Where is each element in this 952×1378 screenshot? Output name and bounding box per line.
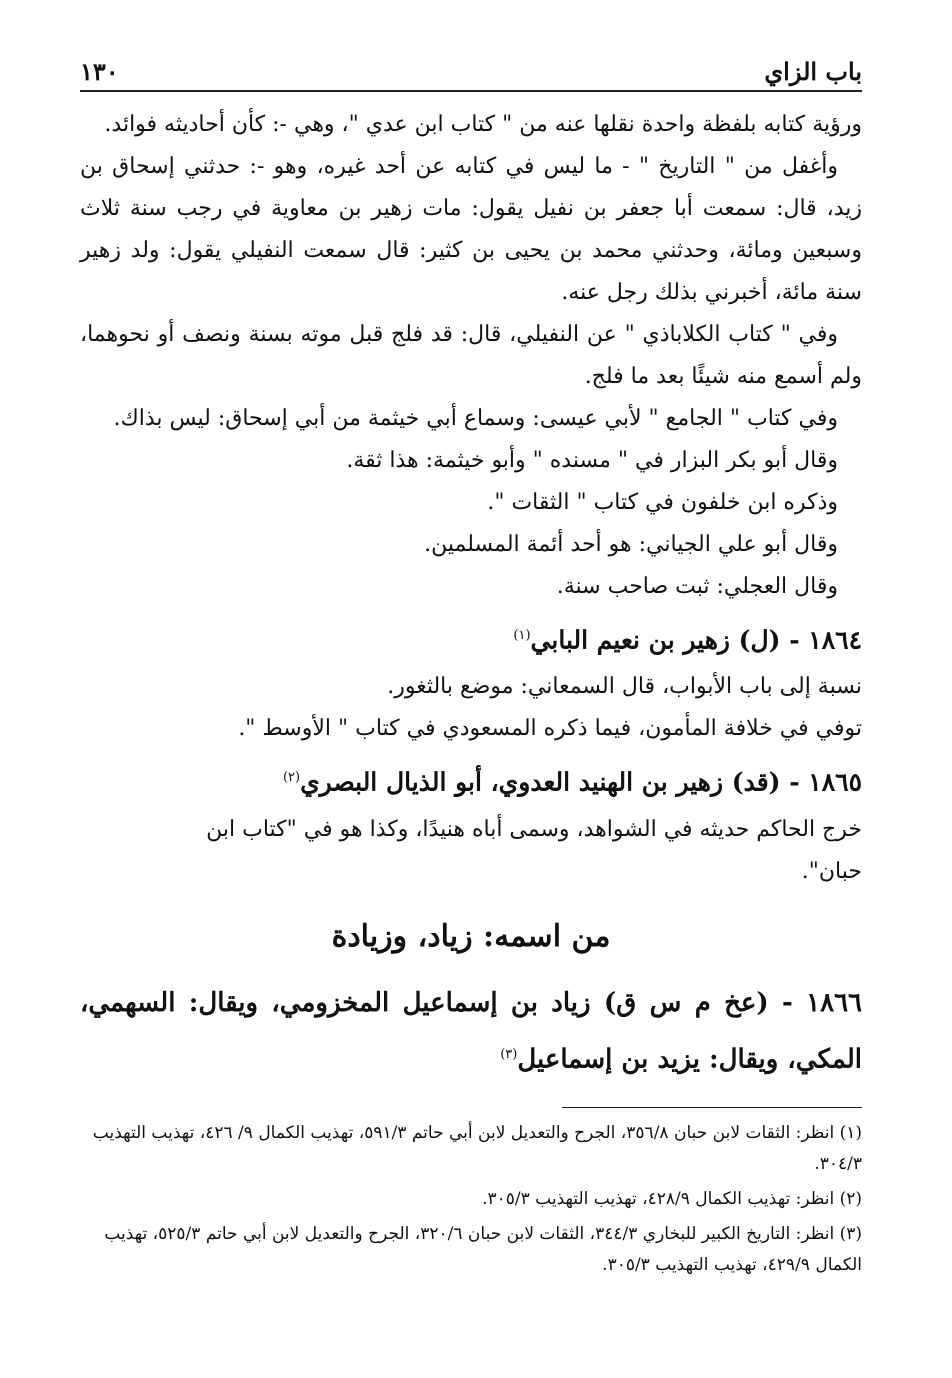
entry-heading-1864 — [80, 612, 862, 664]
entry-heading-text: ١٨٦٥ - (قد) زهير بن الهنيد العدوي، أبو الذيال البصري — [300, 767, 862, 797]
chapter-title: باب الزاي — [764, 57, 862, 86]
book-page — [80, 52, 862, 1362]
entry-heading-text: ١٨٦٦ - (عخ م س ق) زياد بن إسماعيل المخزومي، ويقال: السهمي، المكي، ويقال: يزيد بن إسماعيل — [80, 987, 862, 1075]
paragraph: وأغفل من " التاريخ " - ما ليس في كتابه عن أحد غيره، وهو -: حدثني إسحاق بن زيد، قال: سمعت أبا جعفر بن نفيل يقول: مات زهير بن معاوية في رجب سنة ثلاث وسبعين ومائة، وحدثني محمد بن يحيى بن كثير: قال سمعت النفيلي يقول: ولد زهير سنة مائة، أخبرني بذلك رجل عنه. — [80, 154, 862, 305]
paragraph: خرج الحاكم حديثه في الشواهد، وسمى أباه هنيدًا، وكذا هو في "كتاب ابن — [206, 816, 862, 842]
footnotes — [80, 1118, 862, 1281]
main-text — [80, 104, 862, 1085]
paragraph: وقال أبو بكر البزار في " مسنده " وأبو خيثمة: هذا ثقة. — [346, 448, 838, 473]
paragraph-continuation: حبان". — [801, 858, 862, 884]
paragraph: ورؤية كتابه بلفظة واحدة نقلها عنه من " كتاب ابن عدي "، وهي -: كأن أحاديثه فوائد. — [104, 112, 862, 137]
page-number: ١٣٠ — [80, 57, 119, 86]
paragraph: وفي كتاب " الجامع " لأبي عيسى: وسماع أبي خيثمة من أبي إسحاق: ليس بذاك. — [113, 406, 838, 431]
paragraph: توفي في خلافة المأمون، فيما ذكره المسعودي في كتاب " الأوسط ". — [238, 716, 862, 742]
footnote-divider — [562, 1107, 862, 1108]
section-title: من اسمه: زياد، وزيادة — [331, 918, 611, 954]
paragraph: نسبة إلى باب الأبواب، قال السمعاني: موضع بالثغور. — [387, 674, 862, 700]
footnote: (١) انظر: الثقات لابن حبان ٣٥٦/٨، الجرح والتعديل لابن أبي حاتم ٥٩١/٣، تهذيب الكمال ٩/ ٤٢٦، تهذيب التهذيب ٣٠٤/٣. — [92, 1123, 862, 1175]
footnote-ref: (١) — [513, 628, 531, 643]
entry-heading-text: ١٨٦٤ - (ل) زهير بن نعيم البابي — [530, 625, 862, 655]
paragraph: وقال العجلي: ثبت صاحب سنة. — [556, 574, 838, 599]
footnote-ref: (٢) — [282, 770, 301, 786]
footnote: (٢) انظر: تهذيب الكمال ٤٢٨/٩، تهذيب التهذيب ٣٠٥/٣. — [482, 1189, 862, 1210]
footnote: (٣) انظر: التاريخ الكبير للبخاري ٣٤٤/٣، الثقات لابن حبان ٣٢٠/٦، الجرح والتعديل لابن أبي حاتم ٥٢٥/٣، تهذيب الكمال ٤٢٩/٩، تهذيب التهذيب ٣٠٥/٣. — [104, 1224, 862, 1276]
page-header — [80, 52, 862, 92]
footnote-ref: (٣) — [500, 1046, 518, 1062]
paragraph: وقال أبو علي الجياني: هو أحد أئمة المسلمين. — [424, 532, 838, 557]
paragraph: وذكره ابن خلفون في كتاب " الثقات ". — [487, 490, 838, 515]
entry-heading-1865 — [80, 754, 862, 806]
paragraph: وفي " كتاب الكلاباذي " عن النفيلي، قال: قد فلج قبل موته بسنة ونصف أو نحوهما، ولم أسمع منه شيئًا بعد ما فلج. — [80, 322, 862, 389]
entry-heading-1866 — [80, 977, 862, 1086]
